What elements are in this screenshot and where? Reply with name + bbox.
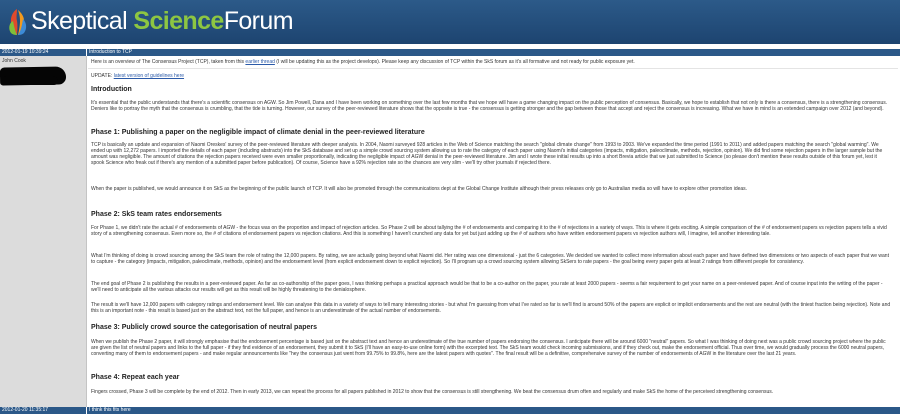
paragraph-phase-2a: For Phase 1, we didn't rate the actual # of endorsements of AGW - the focus was on the proportion and impact of rejection articles. So Phase 2 will be about tallying the # of endorsements and comparing it to the # of rejections in a variety of ways. This is where it gets exciting. A simple comparison of the # of endorsement papers vs rejection papers tells a vivid story of a strengthening consensus. Even more so, the # of citations of endorsement papers vs rejection citations. And this is something I haven't crunched any data for yet but just adding up the # of authors who have written endorsement papers vs rejection authors will, I imagine, tell another interesting tale.: [91, 225, 887, 237]
site-header: [0, 0, 900, 44]
post-title: I think this fits here: [89, 407, 131, 413]
paragraph-phase-2b: What I'm thinking of doing is crowd sourcing among the SkS team the role of rating the 12,000 papers. By rating, we are actually going beyond what Naomi did. Her rating was one dimensional - just the 6 categories. We decided we wanted to collect more information about each paper and have defined two dimensions or two aspects of each paper that we want to capture - the category (impacts, mitigation, paleoclimate, methods, opinion) and the endorsement level (from explicit endorsement down to explicit rejection). So I'll program up a crowd sourcing system allowing SkSers to rate papers - the goal being every paper gets at least 2 ratings from different people for consistency.: [91, 253, 889, 265]
post-intro: Here is an overview of The Consensus Project (TCP), taken from this earlier thread (I will be updating this as the project develops). Please keep any discussion of TCP within the SkS forum as it's all formative and not ready for public exposure yet.: [91, 59, 635, 65]
site-logo-text[interactable]: Skeptical ScienceForum: [31, 7, 293, 35]
earlier-thread-link[interactable]: earlier thread: [245, 59, 275, 65]
paragraph-phase-4: Fingers crossed, Phase 3 will be complete by the end of 2012. Then in early 2013, we can repeat the process for all papers published in 2012 to show that the consensus is still strengthening. We beat the consensus drum often and regularly and make SkS the home of the perceived strengthening consensus.: [91, 389, 774, 395]
heading-phase-4: Phase 4: Repeat each year: [91, 374, 180, 381]
guidelines-link[interactable]: latest version of guidelines here: [113, 73, 185, 79]
paragraph-phase-1a: TCP is basically an update and expansion of Naomi Oreskes' survey of the peer-reviewed literature with deeper analysis. In 2004, Naomi surveyed 928 articles in the Web of Science matching the search "global climate change" from 1993 to 2003. We've expanded the time period (1991 to 2011) and added papers matching the search "global warming". We ended up with 12,272 papers. I imported the details of each paper (including abstracts) into the SkS database and set up a simple crowd sourcing system allowing us to rate the category of each paper using Naomi's initial categories (impacts, mitigation, paleoclimate, methods, rejection, opinion). We did find some rejection papers in the larger sample but the amount was negligible. The amount of citations the rejection papers received were even smaller proportionally, indicating the negligible impact of AGW denial in the peer-reviewed literature. Jim and I wrote these initial results up into a short Brevia article that we just submitted to Science (so please don't mention these results outside of this forum yet, lest it spook Science who freak out if there's any mention of a submitted paper before publication). Of course, Science have a 92% rejection rate so the chances are very slim - we'll try other journals if rejected there.: [91, 142, 883, 166]
bar-divider: [86, 407, 87, 414]
heading-phase-3: Phase 3: Publicly crowd source the categorisation of neutral papers: [91, 324, 318, 331]
post-date: 2012-01-20 11:35:17: [2, 407, 49, 413]
paragraph-phase-1b: When the paper is published, we would announce it on SkS as the beginning of the public launch of TCP. It will also be promoted through the communications dept at the Global Change Institute although their press releases only go to Australian media so will have to explore other promotion ideas.: [91, 186, 748, 192]
post-title: Introduction to TCP: [89, 49, 132, 55]
heading-phase-1: Phase 1: Publishing a paper on the negligible impact of climate denial in the peer-reviewed literature: [91, 129, 425, 136]
bar-divider: [86, 49, 87, 56]
leaf-logo-icon[interactable]: [5, 7, 29, 37]
post-body: [88, 56, 898, 407]
heading-phase-2: Phase 2: SkS team rates endorsements: [91, 211, 222, 218]
paragraph-phase-2d: The result is we'll have 12,000 papers with category ratings and endorsement level. We can analyse this data in a variety of ways to tell many interesting stories - but what I'm guessing from what I've rated so far is we'll find is around 50% of the papers are explicit or implicit endorsements and the rest are neutral (with the tiniest fraction being rejection). Note and this is an important note - this result is based just on the abstract text, not the full paper, and hence is an underestimate of the actual number of endorsements.: [91, 302, 891, 314]
paragraph-phase-3: When we publish the Phase 2 paper, it will strongly emphasise that the endorsement percentage is based just on the abstract text and hence an underestimate of the true number of papers endorsing the consensus. I anticipate there will be around 6000 "neutral" papers. So what I was thinking of doing next was a public crowd sourcing project where the public are given the list of neutral papers and links to the full paper - if they find evidence of an endorsement, they submit it to SkS (I'll have an easy-to-use online form) with the excerpted text. The SkS team would check incoming submissions, and if they check out, make the endorsement official. Thus over time, we would gradually process the 6000 neutral papers, converting many of them to endorsement papers - and make regular announcements like "hey the consensus just went from 99.75% to 99.8%, here are the latest papers with quotes". The final result will be a definitive, comprehensive survey of the number of endorsements of AGW in the literature over the last 21 years.: [91, 339, 886, 357]
divider: [88, 68, 898, 69]
author-column: [0, 56, 87, 407]
redaction-mark: [4, 76, 58, 85]
post-header-bar: [0, 49, 900, 56]
author-name[interactable]: John Cook: [2, 58, 26, 64]
post-date: 2012-01-19 10:39:24: [2, 49, 49, 55]
update-line: UPDATE: latest version of guidelines here: [91, 73, 185, 79]
paragraph-phase-2c: The end goal of Phase 2 is publishing the results in a peer-reviewed paper. As far as co-authorship of the paper goes, I was thinking perhaps a practical approach would be that to be a co-author on the paper, you rate at least 2000 papers - seems a fair requirement to get your name on a peer-reviewed paper. And of course input into the writing of the paper - we'll need to anticipate all the various attacks our results will get as this result will be highly threatening to the denialosphere.: [91, 281, 883, 293]
paragraph-introduction: It's essential that the public understands that there's a scientific consensus on AGW. So Jim Powell, Dana and I have been working on something over the last few months that we hope will have a game changing impact on the public perception of consensus. Basically, we hope to establish that not only is there a consensus, there is a strengthening consensus. Deniers like to portray the myth that the consensus is crumbling, that the tide is turning. However, our survey of the peer-reviewed literature shows that the opposite is true - the consensus is getting stronger and the gap between those that accept and reject the consensus is increasing. What we have in mind is an extended campaign over 2012 (and beyond).: [91, 100, 888, 112]
post-header-bar: [0, 407, 900, 414]
heading-introduction: Introduction: [91, 86, 132, 93]
